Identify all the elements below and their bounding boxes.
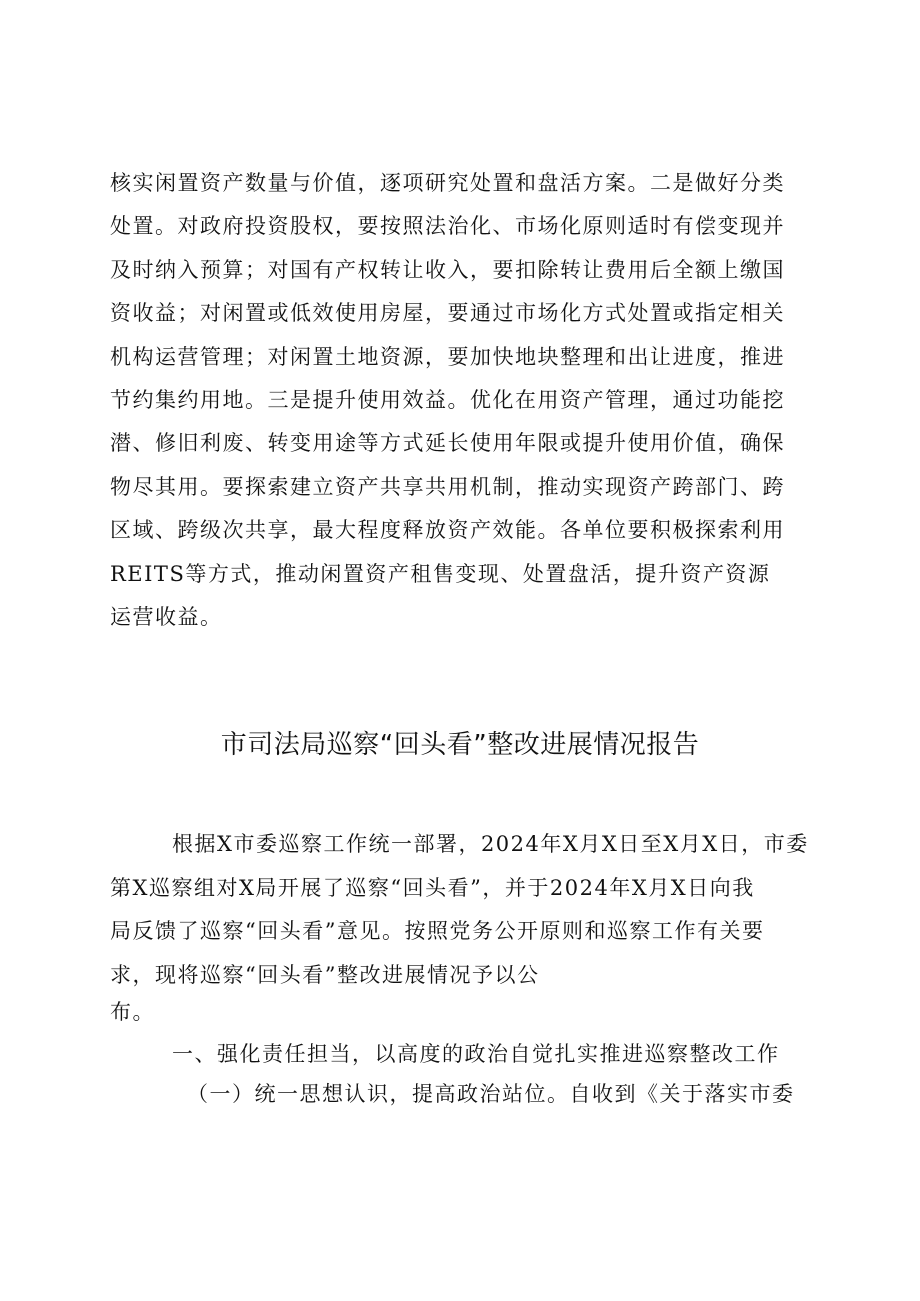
- body-text-line: 潜、修旧利废、转变用途等方式延长使用年限或提升使用价值，确保: [110, 431, 785, 455]
- body-text-line: 及时纳入预算；对国有产权转让收入，要扣除转让费用后全额上缴国: [110, 258, 785, 282]
- intro-text-line: 布。: [110, 1000, 155, 1024]
- body-text-line: REITS等方式，推动闲置资产租售变现、处置盘活，提升资产资源: [110, 562, 771, 586]
- body-text-line: 处置。对政府投资股权，要按照法治化、市场化原则适时有偿变现并: [110, 214, 785, 238]
- body-text-line: 节约集约用地。三是提升使用效益。优化在用资产管理，通过功能挖: [110, 388, 785, 412]
- body-text-line: 资收益；对闲置或低效使用房屋，要通过市场化方式处置或指定相关: [110, 301, 785, 325]
- body-text-line: 机构运营管理；对闲置土地资源，要加快地块整理和出让进度，推进: [110, 345, 785, 369]
- report-title: 市司法局巡察“回头看”整改进展情况报告: [220, 730, 700, 760]
- body-text-line: 区域、跨级次共享，最大程度释放资产效能。各单位要积极探索利用: [110, 518, 785, 542]
- paragraph-line: （一）统一思想认识，提高政治站位。自收到《关于落实市委: [187, 1082, 795, 1106]
- section-heading: 一、强化责任担当，以高度的政治自觉扎实推进巡察整改工作: [172, 1042, 780, 1066]
- body-text-line: 运营收益。: [110, 605, 223, 629]
- intro-text-line: 局反馈了巡察“回头看”意见。按照党务公开原则和巡察工作有关要: [110, 919, 765, 943]
- body-text-line: 物尽其用。要探索建立资产共享共用机制，推动实现资产跨部门、跨: [110, 475, 785, 499]
- body-text-line: 核实闲置资产数量与价值，逐项研究处置和盘活方案。二是做好分类: [110, 171, 785, 195]
- intro-text-line: 求，现将巡察“回头看”整改进展情况予以公: [110, 963, 540, 987]
- intro-text-line: 根据X市委巡察工作统一部署，2024年X月X日至X月X日，市委: [172, 832, 809, 856]
- intro-text-line: 第X巡察组对X局开展了巡察“回头看”，并于2024年X月X日向我: [110, 876, 755, 900]
